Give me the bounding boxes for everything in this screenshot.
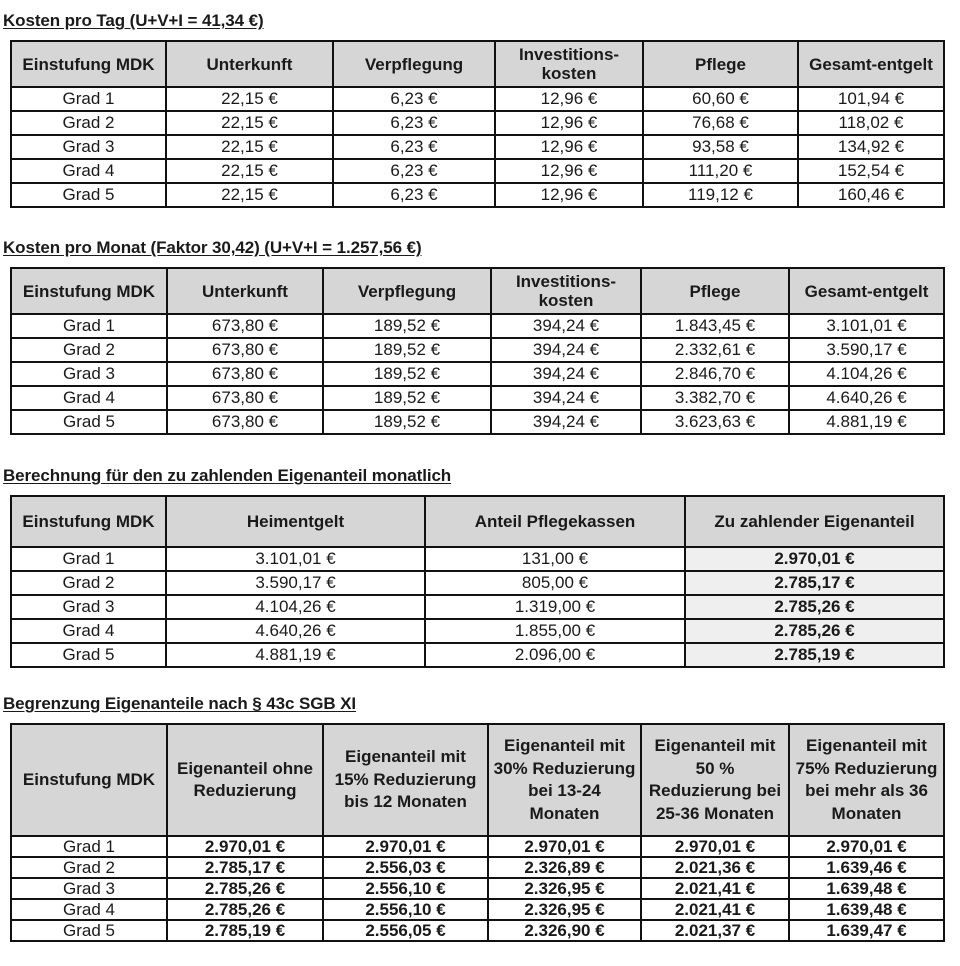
cell-anteil-pflegekassen: 2.096,00 € [425,643,685,667]
cell-eigenanteil: 2.785,17 € [685,571,944,595]
cell-15-prozent: 2.556,10 € [323,899,488,920]
cell-unterkunft: 673,80 € [167,338,323,362]
table-row [11,619,944,643]
cell-verpflegung: 189,52 € [323,410,491,434]
header-anteil-pflegekassen: Anteil Pflegekassen [425,496,685,547]
cell-verpflegung: 6,23 € [333,183,495,207]
cell-75-prozent: 1.639,48 € [789,899,944,920]
cell-gesamtentgelt: 152,54 € [798,159,944,183]
cell-investitionskosten: 12,96 € [495,135,643,159]
cell-15-prozent: 2.556,05 € [323,920,488,941]
cell-ohne-reduzierung: 2.785,19 € [167,920,323,941]
header-investitionskosten: Investitions-kosten [495,41,643,87]
table-header-row [11,724,944,836]
cell-pflege: 111,20 € [643,159,798,183]
cell-grade: Grad 4 [11,619,166,643]
section-title-own-share-calculation: Berechnung für den zu zahlenden Eigenanteil monatlich [3,466,452,485]
cell-investitionskosten: 12,96 € [495,183,643,207]
table-row [11,571,944,595]
header-unterkunft: Unterkunft [166,41,333,87]
cell-pflege: 76,68 € [643,111,798,135]
header-eigenanteil-15-prozent: Eigenanteil mit 15% Reduzierung bis 12 Monaten [323,724,488,836]
table-header-row [11,41,944,87]
cell-gesamtentgelt: 134,92 € [798,135,944,159]
own-share-calculation-table [10,495,945,668]
table-header-row [11,268,944,314]
cell-grade: Grad 2 [11,571,166,595]
cell-investitionskosten: 394,24 € [491,338,641,362]
cell-75-prozent: 1.639,47 € [789,920,944,941]
cell-unterkunft: 673,80 € [167,410,323,434]
cell-verpflegung: 189,52 € [323,338,491,362]
cell-unterkunft: 673,80 € [167,314,323,338]
table-row [11,87,944,111]
cell-investitionskosten: 394,24 € [491,362,641,386]
cell-eigenanteil: 2.785,19 € [685,643,944,667]
cell-unterkunft: 22,15 € [166,87,333,111]
cell-grade: Grad 3 [11,362,167,386]
table-header-row [11,496,944,547]
cell-gesamtentgelt: 4.881,19 € [789,410,944,434]
cell-investitionskosten: 12,96 € [495,111,643,135]
cell-pflege: 3.382,70 € [641,386,789,410]
table-row [11,899,944,920]
header-verpflegung: Verpflegung [323,268,491,314]
cell-ohne-reduzierung: 2.785,26 € [167,878,323,899]
cell-pflege: 1.843,45 € [641,314,789,338]
table-row [11,362,944,386]
cell-grade: Grad 5 [11,920,167,941]
cell-ohne-reduzierung: 2.785,17 € [167,857,323,878]
cell-grade: Grad 5 [11,643,166,667]
cell-anteil-pflegekassen: 131,00 € [425,547,685,571]
cell-heimentgelt: 4.640,26 € [166,619,425,643]
section-title-daily-costs: Kosten pro Tag (U+V+I = 41,34 €) [3,11,264,30]
cell-gesamtentgelt: 101,94 € [798,87,944,111]
table-row [11,314,944,338]
cell-anteil-pflegekassen: 805,00 € [425,571,685,595]
table-row [11,878,944,899]
header-einstufung: Einstufung MDK [11,496,166,547]
cell-grade: Grad 4 [11,386,167,410]
cell-unterkunft: 22,15 € [166,135,333,159]
cell-pflege: 93,58 € [643,135,798,159]
cell-grade: Grad 3 [11,595,166,619]
cell-gesamtentgelt: 4.104,26 € [789,362,944,386]
cell-15-prozent: 2.556,10 € [323,878,488,899]
cell-pflege: 60,60 € [643,87,798,111]
monthly-costs-table [10,267,945,435]
header-heimentgelt: Heimentgelt [166,496,425,547]
header-gesamtentgelt: Gesamt-entgelt [789,268,944,314]
cell-gesamtentgelt: 118,02 € [798,111,944,135]
cell-unterkunft: 22,15 € [166,111,333,135]
cell-verpflegung: 6,23 € [333,159,495,183]
cell-verpflegung: 189,52 € [323,314,491,338]
header-eigenanteil: Zu zahlender Eigenanteil [685,496,944,547]
cell-verpflegung: 189,52 € [323,362,491,386]
cell-30-prozent: 2.326,89 € [488,857,641,878]
cell-30-prozent: 2.326,95 € [488,899,641,920]
table-row [11,547,944,571]
cell-investitionskosten: 394,24 € [491,410,641,434]
cell-75-prozent: 1.639,46 € [789,857,944,878]
cell-50-prozent: 2.021,41 € [641,899,789,920]
header-einstufung: Einstufung MDK [11,724,167,836]
cell-grade: Grad 2 [11,857,167,878]
section-title-monthly-costs: Kosten pro Monat (Faktor 30,42) (U+V+I = 1.257,56 €) [3,238,422,257]
cell-verpflegung: 189,52 € [323,386,491,410]
cell-eigenanteil: 2.970,01 € [685,547,944,571]
header-gesamtentgelt: Gesamt-entgelt [798,41,944,87]
cell-heimentgelt: 4.104,26 € [166,595,425,619]
cell-heimentgelt: 3.101,01 € [166,547,425,571]
cell-grade: Grad 3 [11,135,166,159]
cell-unterkunft: 673,80 € [167,386,323,410]
cell-pflege: 119,12 € [643,183,798,207]
cell-grade: Grad 1 [11,314,167,338]
cell-grade: Grad 4 [11,899,167,920]
table-row [11,338,944,362]
cell-30-prozent: 2.326,95 € [488,878,641,899]
table-row [11,183,944,207]
table-row [11,135,944,159]
cell-pflege: 2.846,70 € [641,362,789,386]
cell-eigenanteil: 2.785,26 € [685,595,944,619]
header-investitionskosten: Investitions-kosten [491,268,641,314]
cell-15-prozent: 2.556,03 € [323,857,488,878]
cell-verpflegung: 6,23 € [333,135,495,159]
cell-gesamtentgelt: 4.640,26 € [789,386,944,410]
own-share-limits-table [10,723,945,942]
cell-grade: Grad 5 [11,183,166,207]
cell-50-prozent: 2.021,37 € [641,920,789,941]
cell-30-prozent: 2.970,01 € [488,836,641,857]
header-pflege: Pflege [641,268,789,314]
cell-heimentgelt: 4.881,19 € [166,643,425,667]
cell-investitionskosten: 394,24 € [491,314,641,338]
cell-eigenanteil: 2.785,26 € [685,619,944,643]
cell-grade: Grad 3 [11,878,167,899]
table-row [11,836,944,857]
cell-30-prozent: 2.326,90 € [488,920,641,941]
cell-15-prozent: 2.970,01 € [323,836,488,857]
header-eigenanteil-ohne-reduzierung: Eigenanteil ohne Reduzierung [167,724,323,836]
table-row [11,857,944,878]
cell-grade: Grad 1 [11,87,166,111]
table-row [11,111,944,135]
cell-grade: Grad 2 [11,111,166,135]
header-einstufung: Einstufung MDK [11,41,166,87]
cell-verpflegung: 6,23 € [333,87,495,111]
cell-pflege: 2.332,61 € [641,338,789,362]
table-row [11,920,944,941]
table-row [11,159,944,183]
daily-costs-table [10,40,945,208]
cell-anteil-pflegekassen: 1.855,00 € [425,619,685,643]
cell-gesamtentgelt: 3.101,01 € [789,314,944,338]
header-verpflegung: Verpflegung [333,41,495,87]
cell-pflege: 3.623,63 € [641,410,789,434]
cell-grade: Grad 1 [11,836,167,857]
cell-investitionskosten: 394,24 € [491,386,641,410]
cell-anteil-pflegekassen: 1.319,00 € [425,595,685,619]
section-title-own-share-limits: Begrenzung Eigenanteile nach § 43c SGB XI [3,694,356,713]
cell-50-prozent: 2.021,41 € [641,878,789,899]
cell-grade: Grad 5 [11,410,167,434]
header-einstufung: Einstufung MDK [11,268,167,314]
header-eigenanteil-75-prozent: Eigenanteil mit 75% Reduzierung bei mehr als 36 Monaten [789,724,944,836]
cell-gesamtentgelt: 3.590,17 € [789,338,944,362]
cell-unterkunft: 22,15 € [166,183,333,207]
cell-unterkunft: 22,15 € [166,159,333,183]
header-pflege: Pflege [643,41,798,87]
cell-75-prozent: 1.639,48 € [789,878,944,899]
cell-investitionskosten: 12,96 € [495,87,643,111]
cell-ohne-reduzierung: 2.970,01 € [167,836,323,857]
header-eigenanteil-50-prozent: Eigenanteil mit 50 % Reduzierung bei 25-36 Monaten [641,724,789,836]
cell-verpflegung: 6,23 € [333,111,495,135]
cell-grade: Grad 2 [11,338,167,362]
cell-heimentgelt: 3.590,17 € [166,571,425,595]
header-unterkunft: Unterkunft [167,268,323,314]
table-row [11,410,944,434]
cell-75-prozent: 2.970,01 € [789,836,944,857]
cell-ohne-reduzierung: 2.785,26 € [167,899,323,920]
cell-unterkunft: 673,80 € [167,362,323,386]
table-row [11,386,944,410]
cell-50-prozent: 2.970,01 € [641,836,789,857]
cell-grade: Grad 1 [11,547,166,571]
cell-investitionskosten: 12,96 € [495,159,643,183]
cell-50-prozent: 2.021,36 € [641,857,789,878]
table-row [11,595,944,619]
table-row [11,643,944,667]
header-eigenanteil-30-prozent: Eigenanteil mit 30% Reduzierung bei 13-24 Monaten [488,724,641,836]
cell-grade: Grad 4 [11,159,166,183]
cell-gesamtentgelt: 160,46 € [798,183,944,207]
